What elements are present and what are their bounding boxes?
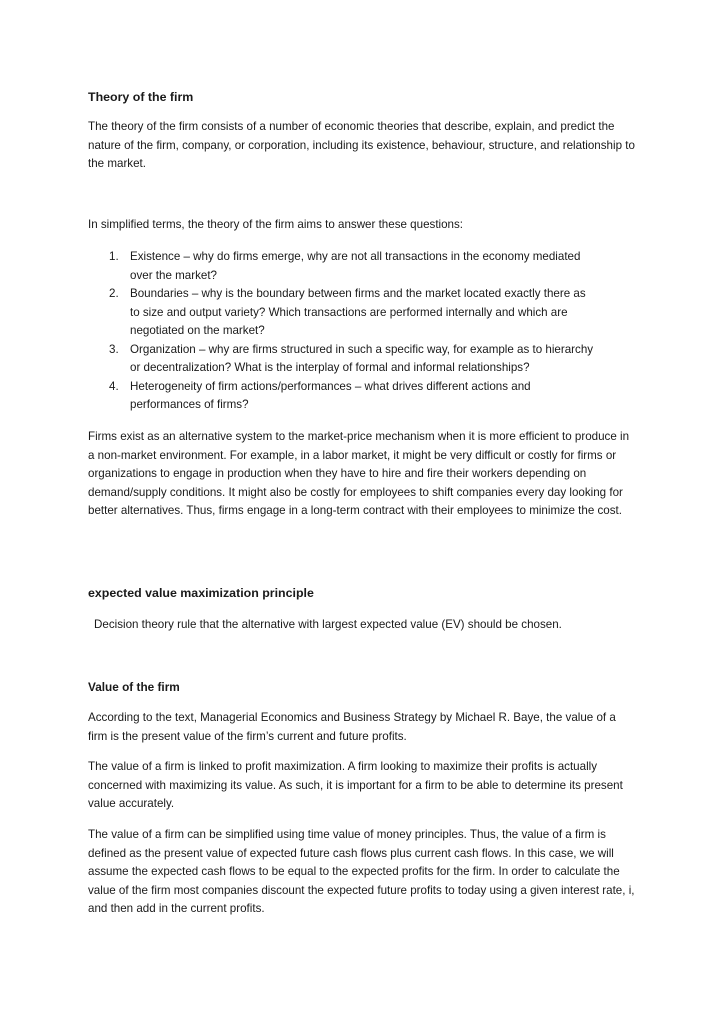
- list-item-number: 4.: [109, 379, 119, 393]
- list-item-number: 1.: [109, 250, 119, 263]
- theory-lead-paragraph: In simplified terms, the theory of the firm aims to answer these questions:: [88, 218, 464, 231]
- list-item-text: Existence – why do firms emerge, why are not all transactions in the economy mediated over the market?: [130, 250, 581, 282]
- value-paragraph-1: According to the text, Managerial Economics and Business Strategy by Michael R. Baye, the value of a firm is the present value of the firm’s current and future profits.: [88, 711, 616, 743]
- section-heading-value-of-firm: Value of the firm: [88, 680, 180, 694]
- list-item: [88, 378, 598, 415]
- list-item-text: Boundaries – why is the boundary between firms and the market located exactly there as to size and output variety? Which transactions are performed internally and which are negotiated on the market?: [130, 287, 586, 337]
- ev-definition-paragraph: Decision theory rule that the alternative with largest expected value (EV) should be chosen.: [94, 618, 562, 631]
- list-item-text: Heterogeneity of firm actions/performances – what drives different actions and performances of firms?: [130, 379, 531, 411]
- theory-closing-paragraph: Firms exist as an alternative system to the market-price mechanism when it is more efficient to produce in a non-market environment. For example, in a labor market, it might be very difficult or costly for firms or organizations to engage in production when they have to hire and fire their workers depending on demand/supply conditions. It might also be costly for employees to shift companies every day looking for better alternatives. Thus, firms engage in a long-term contract with their employees to minimize the cost.: [88, 430, 630, 517]
- value-paragraph-3: The value of a firm can be simplified using time value of money principles. Thus, the value of a firm is defined as the present value of expected future cash flows plus current cash flows. In this case, we will assume the expected cash flows to be equal to the expected profits for the firm. In order to calculate the value of the firm most companies discount the expected future profits to today using a given interest rate, i, and then add in the current profits.: [88, 828, 635, 915]
- list-item-text: Organization – why are firms structured in such a specific way, for example as to hierarchy or decentralization? What is the interplay of formal and informal relationships?: [130, 342, 594, 374]
- list-item: [88, 248, 598, 285]
- section-heading-theory-of-firm: Theory of the firm: [88, 90, 194, 104]
- list-item-number: 3.: [109, 342, 119, 356]
- list-item: [88, 285, 598, 341]
- value-paragraph-2: The value of a firm is linked to profit maximization. A firm looking to maximize their profits is actually concerned with maximizing its value. As such, it is important for a firm to be able to determine its present value accurately.: [88, 760, 623, 810]
- theory-intro-paragraph: The theory of the firm consists of a number of economic theories that describe, explain, and predict the nature of the firm, company, or corporation, including its existence, behaviour, structure, and relationship to the market.: [88, 120, 635, 170]
- list-item: [88, 341, 598, 378]
- section-heading-ev-maximization: expected value maximization principle: [88, 586, 314, 600]
- theory-questions-list: [88, 248, 598, 415]
- list-item-number: 2.: [109, 287, 119, 300]
